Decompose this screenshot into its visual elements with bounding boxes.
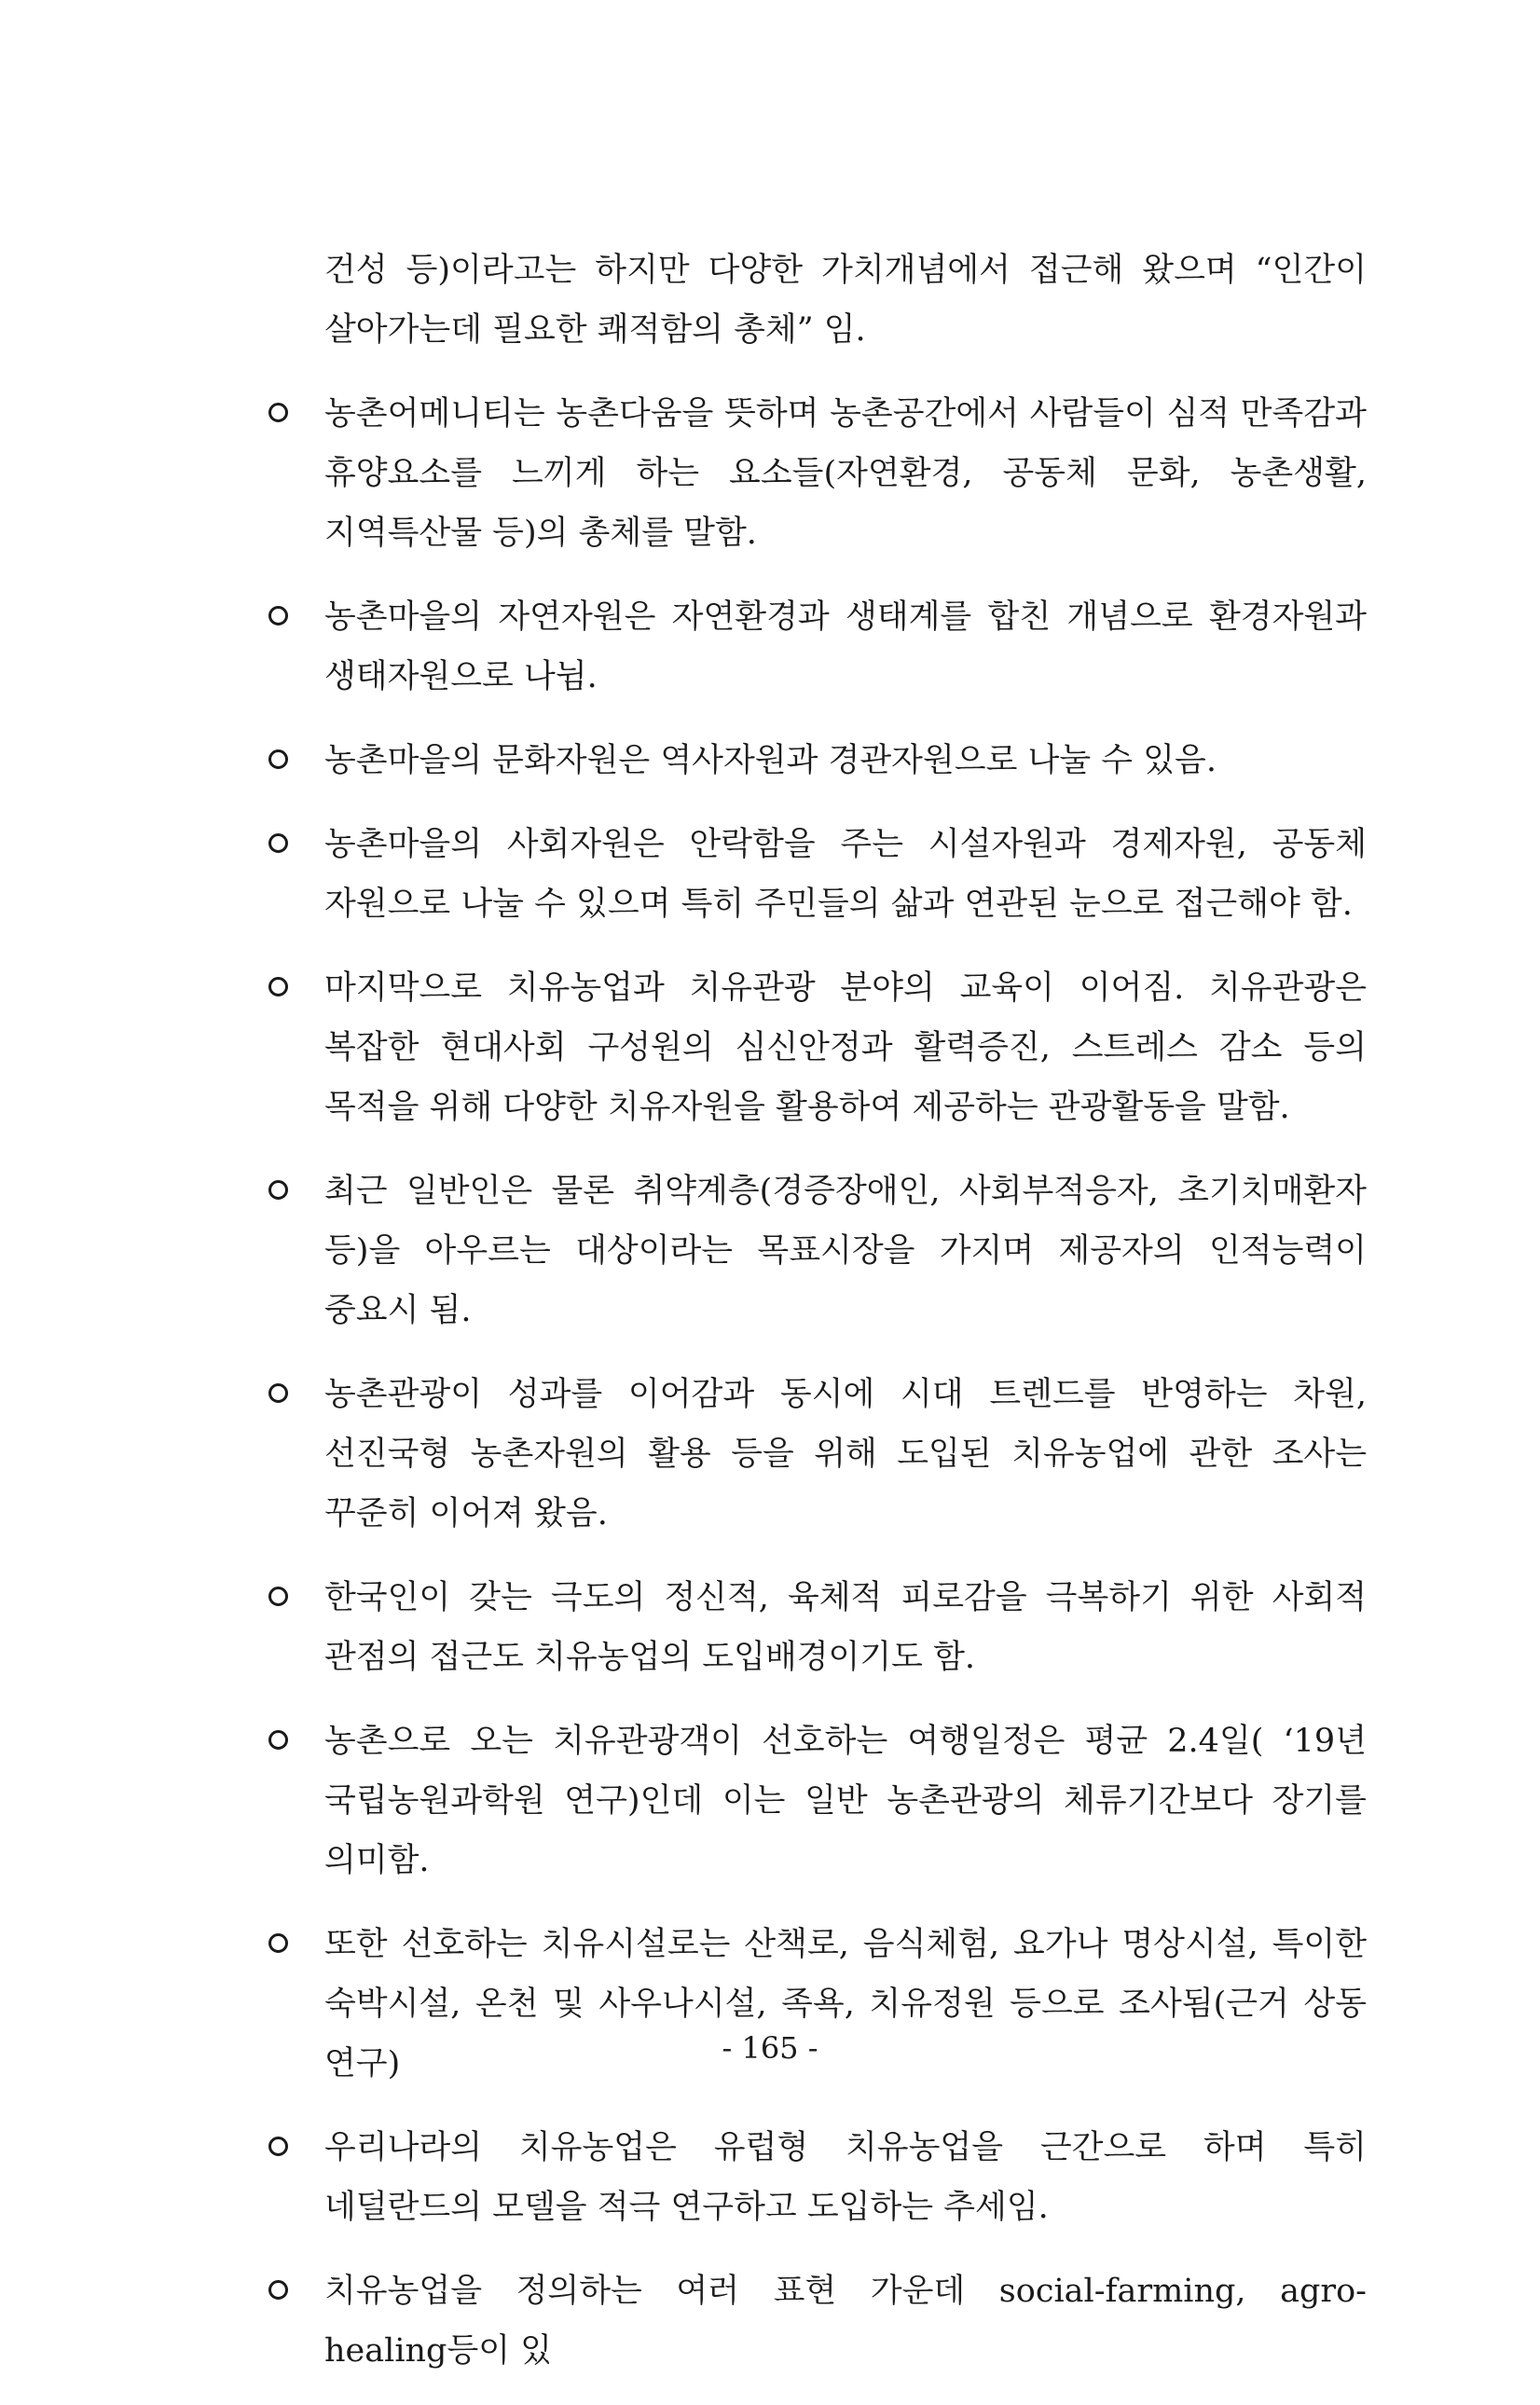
circle-bullet-icon xyxy=(268,403,288,422)
bullet-text: 치유농업을 정의하는 여러 표현 가운데 social-farming, agro-healing등이 있 xyxy=(324,2273,1367,2370)
circle-bullet-icon xyxy=(268,1587,288,1606)
bullet-item xyxy=(267,1915,1367,2094)
bullet-text: 농촌마을의 사회자원은 안락함을 주는 시설자원과 경제자원, 공동체 자원으로 나눌 수 있으며 특히 주민들의 삶과 연관된 눈으로 접근해야 함. xyxy=(324,826,1367,923)
circle-bullet-icon xyxy=(268,749,288,769)
circle-bullet-icon xyxy=(268,1180,288,1200)
bullet-item xyxy=(267,1568,1367,1687)
circle-bullet-icon xyxy=(268,606,288,625)
bullet-item xyxy=(267,1365,1367,1544)
page-number: - 165 - xyxy=(722,2030,818,2066)
bullet-text: 농촌마을의 자연자원은 자연환경과 생태계를 합친 개념으로 환경자원과 생태자원으로 나뉨. xyxy=(324,598,1367,695)
bullet-text: 우리나라의 치유농업은 유럽형 치유농업을 근간으로 하며 특히 네덜란드의 모델을 적극 연구하고 도입하는 추세임. xyxy=(324,2129,1367,2226)
bullet-text: 한국인이 갖는 극도의 정신적, 육체적 피로감을 극복하기 위한 사회적 관점의 접근도 치유농업의 도입배경이기도 함. xyxy=(324,1579,1367,1676)
continuation-paragraph: 건성 등)이라고는 하지만 다양한 가치개념에서 접근해 왔으며 “인간이 살아가는데 필요한 쾌적함의 총체” 임. xyxy=(324,252,1367,349)
circle-bullet-icon xyxy=(268,1383,288,1403)
circle-bullet-icon xyxy=(268,2137,288,2156)
bullet-text: 농촌마을의 문화자원은 역사자원과 경관자원으로 나눌 수 있음. xyxy=(324,742,1217,779)
circle-bullet-icon xyxy=(268,833,288,853)
bullet-item xyxy=(267,384,1367,563)
bullet-item xyxy=(267,731,1367,790)
bullet-text: 농촌어메니티는 농촌다움을 뜻하며 농촌공간에서 사람들이 심적 만족감과 휴양요소를 느끼게 하는 요소들(자연환경, 공동체 문화, 농촌생활, 지역특산물 등)의 총체를 말함. xyxy=(324,395,1367,552)
bullet-text: 최근 일반인은 물론 취약계층(경증장애인, 사회부적응자, 초기치매환자 등)을 아우르는 대상이라는 목표시장을 가지며 제공자의 인적능력이 중요시 됨. xyxy=(324,1173,1367,1329)
circle-bullet-icon xyxy=(268,977,288,996)
body-text xyxy=(267,240,1367,2405)
bullet-text: 마지막으로 치유농업과 치유관광 분야의 교육이 이어짐. 치유관광은 복잡한 현대사회 구성원의 심신안정과 활력증진, 스트레스 감소 등의 목적을 위해 다양한 치유자원을 활용하여 제공하는 관광활동을 말함. xyxy=(324,969,1367,1126)
bullet-item xyxy=(267,958,1367,1137)
circle-bullet-icon xyxy=(268,2280,288,2300)
bullet-item xyxy=(267,1161,1367,1340)
bullet-text: 농촌관광이 성과를 이어감과 동시에 시대 트렌드를 반영하는 차원, 선진국형 농촌자원의 활용 등을 위해 도입된 치유농업에 관한 조사는 꾸준히 이어져 왔음. xyxy=(324,1376,1367,1532)
bullet-item xyxy=(267,2261,1367,2381)
bullet-text: 농촌으로 오는 치유관광객이 선호하는 여행일정은 평균 2.4일( ‘19년 국립농원과학원 연구)인데 이는 일반 농촌관광의 체류기간보다 장기를 의미함. xyxy=(324,1723,1367,1879)
bullet-item xyxy=(267,2118,1367,2237)
circle-bullet-icon xyxy=(268,1730,288,1750)
bullet-item xyxy=(267,815,1367,934)
bullet-item xyxy=(267,1711,1367,1890)
bullet-item xyxy=(267,587,1367,707)
circle-bullet-icon xyxy=(268,1933,288,1953)
bullet-text: 또한 선호하는 치유시설로는 산책로, 음식체험, 요가나 명상시설, 특이한 숙박시설, 온천 및 사우나시설, 족욕, 치유정원 등으로 조사됨(근거 상동 연구) xyxy=(324,1926,1367,2082)
